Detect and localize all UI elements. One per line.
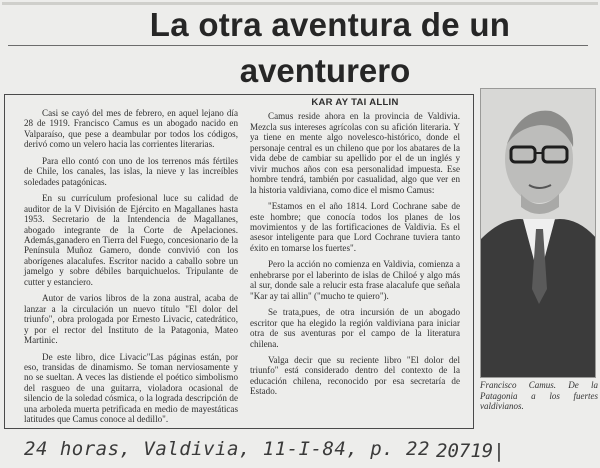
headline-line-1: La otra aventura de un [149, 6, 511, 43]
handwritten-source-note: 24 horas, Valdivia, 11-I-84, p. 22 [24, 438, 430, 460]
paragraph: "Estamos en el año 1814. Lord Cochrane sabe de este hombre; que conocía todos los planes de los movimientos y de las fortificaciones de Valdivia. Es el asesor inteligente para que Lord Cochrane tuviera tanto éxito en tomarse los fuertes". [250, 201, 460, 253]
section-subhead: KAR AY TAI ALLIN [311, 97, 399, 108]
top-border [2, 2, 598, 5]
left-column [24, 108, 238, 431]
paragraph: De este libro, dice Livacic"Las páginas están, por eso, transidas de dinamismo. Se toman nerviosamente y no se sueltan. A veces las distiende el poético simbolismo del rasgueo de una guitarra, violadora ocasional de silencio de la soledad cósmica, o la lograda descripción de una arboleda muerta petrificada en medio de mayestáticas latitudes que Camus conoce al dedillo". [24, 351, 238, 425]
headline-rule [8, 45, 588, 46]
paragraph: Pero la acción no comienza en Valdivia, comienza a enhebrarse por el laberinto de islas de Chiloé y algo más al sur, donde sale a relucir esta frase alacalufe que señala "Kar ay tai allin" ("mucho te quiero"). [250, 259, 460, 301]
paragraph: Se trata,pues, de otra incursión de un abogado escritor que ha elegido la región valdiviana para iniciar otra de sus aventuras por el campo de la literatura chilena. [250, 307, 460, 349]
paragraph: Autor de varios libros de la zona austral, acaba de lanzar a la circulación un nuevo título "El dolor del triunfo", obra prologada por Ernesto Livacic, catedrático, y por el rector del Instituto de la Patagonia, Mateo Martinic. [24, 293, 238, 346]
paragraph: En su currículum profesional luce su calidad de auditor de la V División de Ejército en Magallanes hasta 1953. Secretario de la Intendencia de Magallanes, abogado integrante de la Corte de Apelaciones. Además,ganadero en Tierra del Fuego, concesionario de la Península Muñoz Gamero, donde convivió con los aborígenes alacalufes. Escritor nacido a caballo sobre un jamelgo y sobre débiles barquichuelos. Tripulante de cutter y estanciero. [24, 193, 238, 287]
author-photo [480, 88, 596, 378]
portrait-illustration [481, 89, 596, 378]
paragraph: Camus reside ahora en la provincia de Valdivia. Mezcla sus intereses agrícolas con su afición literaria. Y ya tiene en mente algo novelesco-histórico, donde el personaje central es un chileno que por los abatares de la vida debe de cambiar su apellido por el de un inglés y vivir muchos años con esa personalidad impuesta. Ese hombre tendrá, también por casualidad, algo que ver en la historia valdiviana, como dice el mismo Camus: [250, 111, 460, 195]
right-column [250, 98, 460, 403]
paragraph: Valga decir que su reciente libro "El dolor del triunfo" está considerado dentro del contexto de la educación chilena, reconocido por esa secretaría de Estado. [250, 354, 460, 397]
headline-line-2: aventurero [239, 52, 411, 89]
paragraph: Casi se cayó del mes de febrero, en aquel lejano día 28 de 1919. Francisco Camus es un abogado nacido en Valparaíso, que pese a deambular por todos los códigos, derivó como un velero hacia las corrientes literarias. [24, 108, 238, 150]
handwritten-archive-number: 20719| [436, 440, 505, 462]
paragraph: Para ello contó con uno de los terrenos más fértiles de Chile, los canales, las islas, la nieve y las increíbles soledades patagónicas. [24, 155, 238, 187]
photo-caption: Francisco Camus. De la Patagonia a los fuertes valdivianos. [480, 380, 598, 411]
